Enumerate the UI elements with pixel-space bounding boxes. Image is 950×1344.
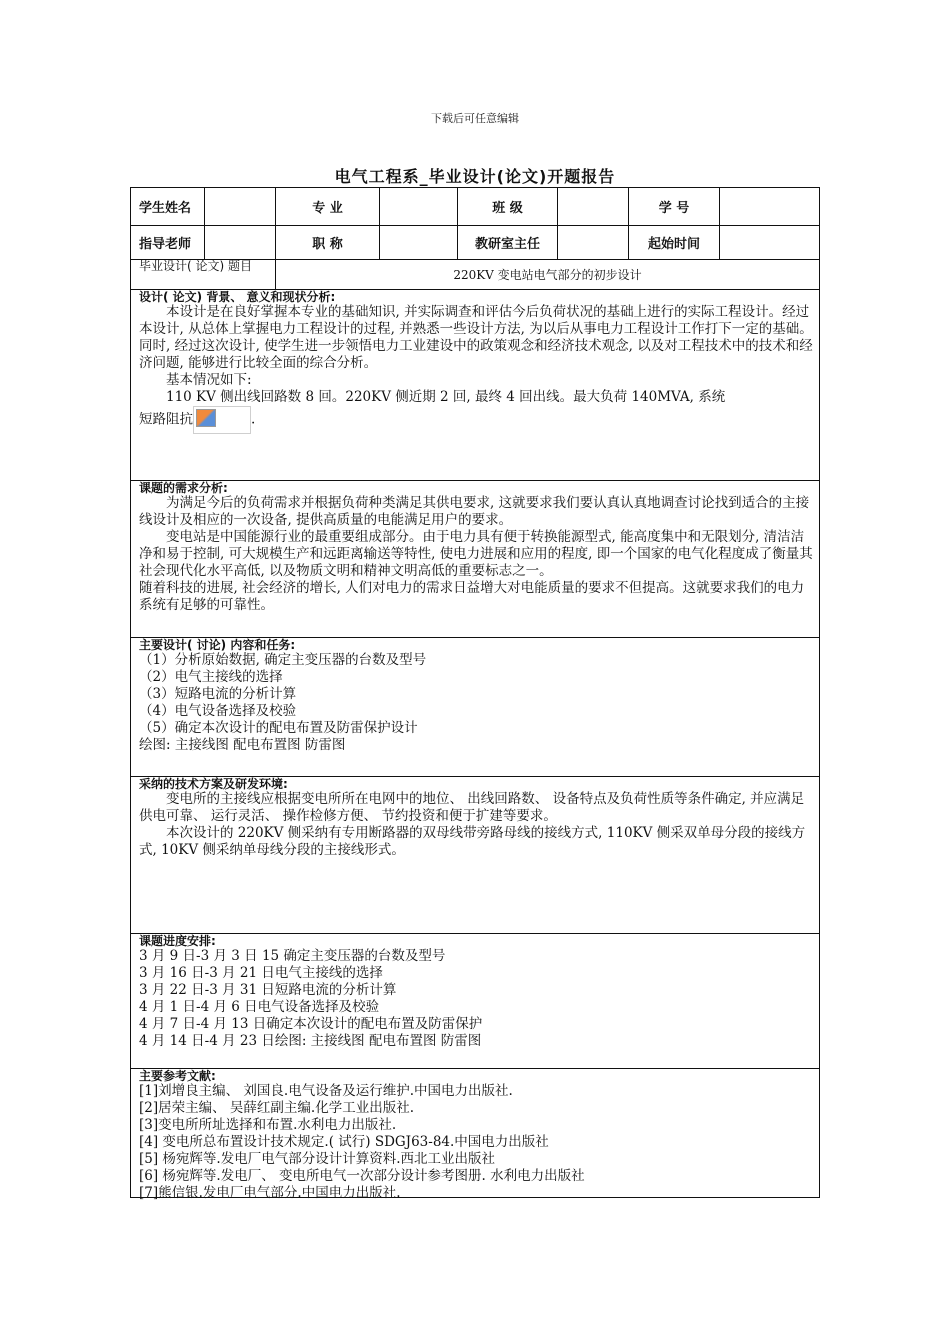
topic-value: 220KV 变电站电气部分的初步设计 <box>453 268 642 282</box>
references-heading: 主要参考文献: <box>139 1069 216 1083</box>
background-para-1: 本设计是在良好掌握本专业的基础知识, 并实际调查和评估今后负荷状况的基础上进行的实际工程设计。经过本设计, 从总体上掌握电力工程设计的过程, 并熟悉一些设计方法, 为以后从事电力工程设计工作打下一定的基础。同时, 经过这次设计, 使学生进一步领悟电力工业建设中的政策观念和经济技术观念, 以及对工程技术中的技术和经济问题, 能够进行比较全面的综合分析。 <box>139 304 813 371</box>
task-item: （4）电气设备选择及校验 <box>139 703 297 719</box>
schedule-item: 3 月 9 日-3 月 3 日 15 确定主变压器的台数及型号 <box>139 948 446 964</box>
reference-item: [4] 变电所总布置设计技术规定.( 试行) SDGJ63-84.中国电力出版社 <box>139 1134 549 1150</box>
col-divider <box>204 188 205 259</box>
reference-item: [2]居荣主编、 吴薛红副主编.化学工业出版社. <box>139 1100 414 1116</box>
impedance-end: . <box>251 411 256 428</box>
schedule-item: 4 月 14 日-4 月 23 日绘图: 主接线图 配电布置图 防雷图 <box>139 1033 482 1049</box>
col-divider <box>719 188 720 259</box>
schedule-item: 3 月 22 日-3 月 31 日短路电流的分析计算 <box>139 982 397 998</box>
reference-item: [7]熊信银.发电厂电气部分.中国电力出版社. <box>139 1185 401 1201</box>
director-label: 教研室主任 <box>474 236 540 252</box>
background-para-4 <box>139 406 815 434</box>
reference-item: [5] 杨宛辉等.发电厂电气部分设计计算资料.西北工业出版社 <box>139 1151 495 1167</box>
reference-item: [3]变电所所址选择和布置.水利电力出版社. <box>139 1117 397 1133</box>
background-heading: 设计( 论文) 背景、 意义和现状分析: <box>139 290 336 304</box>
report-table <box>130 187 820 1201</box>
schedule-item: 4 月 7 日-4 月 13 日确定本次设计的配电布置及防雷保护 <box>139 1016 483 1032</box>
task-item: 绘图: 主接线图 配电布置图 防雷图 <box>139 737 346 753</box>
col-divider <box>557 188 558 259</box>
reference-item: [1]刘增良主编、 刘国良.电气设备及运行维护.中国电力出版社. <box>139 1083 513 1099</box>
task-item: （3）短路电流的分析计算 <box>139 686 297 702</box>
col-divider <box>379 188 380 259</box>
reference-item: [6] 杨宛辉等.发电厂、 变电所电气一次部分设计参考图册. 水利电力出版社 <box>139 1168 585 1184</box>
start-time-label: 起始时间 <box>647 236 700 252</box>
major-label: 专 业 <box>312 201 343 216</box>
schedule-item: 3 月 16 日-3 月 21 日电气主接线的选择 <box>139 965 383 981</box>
page-title: 电气工程系_毕业设计(论文)开题报告 <box>334 167 616 186</box>
student-name-label: 学生姓名 <box>139 201 192 216</box>
download-note: 下载后可任意编辑 <box>431 112 519 125</box>
tasks-section <box>139 639 815 754</box>
background-section <box>139 291 815 434</box>
schedule-heading: 课题进度安排: <box>139 934 216 948</box>
tech-para-2: 本次设计的 220KV 侧采纳有专用断路器的双母线带旁路母线的接线方式, 110KV 侧采双单母分段的接线方式, 10KV 侧采纳单母线分段的主接线形式。 <box>139 825 806 858</box>
task-item: （1）分析原始数据, 确定主变压器的台数及型号 <box>139 652 427 668</box>
tech-para-1: 变电所的主接线应根据变电所所在电网中的地位、 出线回路数、 设备特点及负荷性质等条件确定, 并应满足供电可靠、 运行灵活、 操作检修方便、 节约投资和便于扩建等要求。 <box>139 791 805 824</box>
advisor-label: 指导老师 <box>139 236 192 252</box>
demand-para-2: 变电站是中国能源行业的最重要组成部分。由于电力具有便于转换能源型式, 能高度集中和无限划分, 清洁洁净和易于控制, 可大规模生产和远距离输送等特性, 使电力进展和应用的程度, 即一个国家的电气化程度成了衡量其社会现代化水平高低, 以及物质文明和精神文明高低的重要标志之一。 <box>139 529 813 579</box>
background-para-2: 基本情况如下: <box>166 372 252 388</box>
broken-image-icon <box>193 406 251 434</box>
impedance-label: 短路阻抗 <box>139 411 193 428</box>
row-divider <box>131 480 819 481</box>
demand-para-1: 为满足今后的负荷需求并根据负荷种类满足其供电要求, 这就要求我们要认真认真地调查讨论找到适合的主接线设计及相应的一次设备, 提供高质量的电能满足用户的要求。 <box>139 495 810 528</box>
row-divider <box>131 1068 819 1069</box>
schedule-section <box>139 935 815 1050</box>
background-para-3: 110 KV 侧出线回路数 8 回。220KV 侧近期 2 回, 最终 4 回出线。最大负荷 140MVA, 系统 <box>166 389 726 405</box>
tech-section <box>139 778 815 859</box>
student-id-label: 学 号 <box>658 201 690 216</box>
topic-label: 毕业设计( 论文) 题目 <box>139 259 252 273</box>
row-divider <box>131 933 819 934</box>
task-item: （2）电气主接线的选择 <box>139 669 283 685</box>
tech-heading: 采纳的技术方案及研发环境: <box>139 777 288 791</box>
class-label: 班 级 <box>492 201 523 216</box>
demand-para-3: 随着科技的进展, 社会经济的增长, 人们对电力的需求日益增大对电能质量的要求不但提高。这就要求我们的电力系统有足够的可靠性。 <box>139 580 805 613</box>
schedule-item: 4 月 1 日-4 月 6 日电气设备选择及校验 <box>139 999 380 1015</box>
demand-section <box>139 482 815 614</box>
tasks-heading: 主要设计( 讨论) 内容和任务: <box>139 638 296 652</box>
demand-heading: 课题的需求分析: <box>139 481 228 495</box>
references-section <box>139 1070 815 1202</box>
task-item: （5）确定本次设计的配电布置及防雷保护设计 <box>139 720 418 736</box>
title-label: 职 称 <box>312 236 343 252</box>
